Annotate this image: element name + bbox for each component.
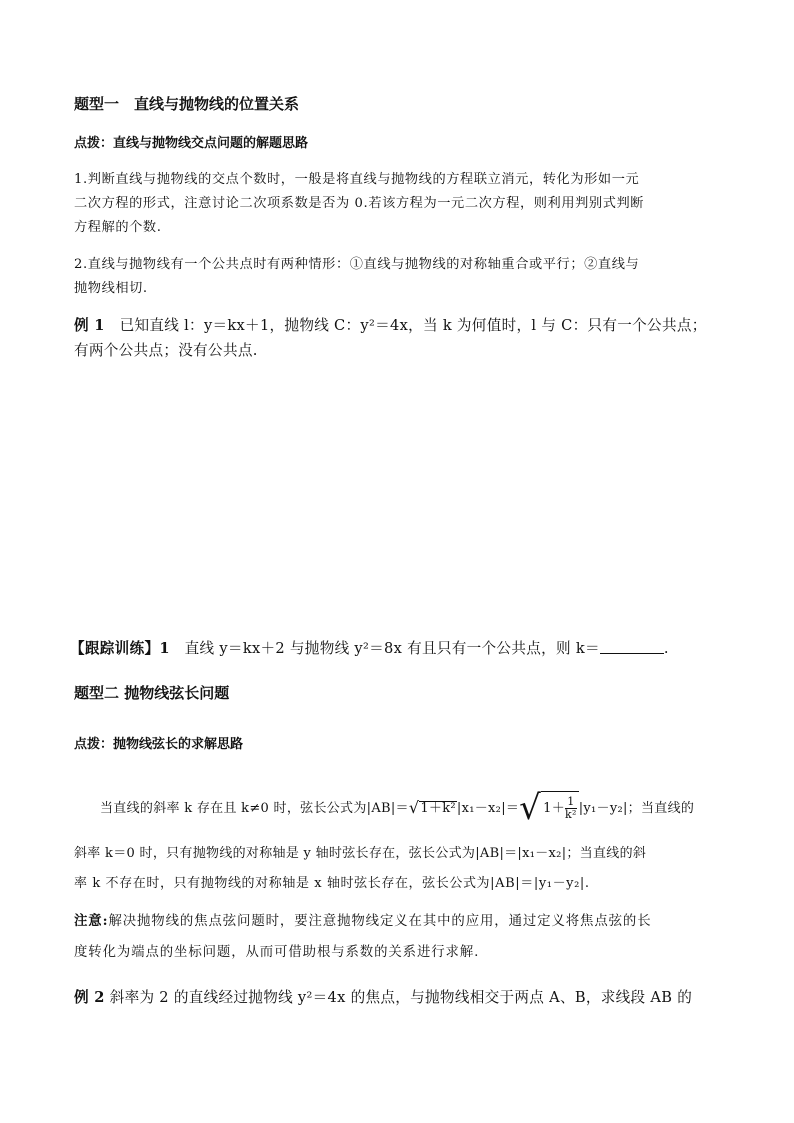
section1-tip-heading: 点拨：直线与抛物线交点问题的解题思路 [74,136,309,151]
big-sqrt-symbol: √ [519,788,542,828]
tracking-text: 直线 y＝kx＋2 与抛物线 y²＝8x 有且只有一个公共点，则 k＝ [184,640,600,657]
chord-line2: 斜率 k＝0 时，只有抛物线的对称轴是 y 轴时弦长存在，弦长公式为|AB|＝|x₁－x₂|；当直线的斜 [74,846,647,861]
para1-line3: 方程解的个数. [74,220,162,235]
example2-line1 [74,991,692,1006]
example1-text: 已知直线 l：y＝kx＋1，抛物线 C：y²＝4x，当 k 为何值时，l 与 C：只有一个公共点； [119,317,707,334]
example1-line2: 有两个公共点；没有公共点. [74,342,258,359]
para1-line2: 二次方程的形式，注意讨论二次项系数是否为 0.若该方程为一元二次方程，则利用判别式判断 [74,196,645,211]
note-text: 解决抛物线的焦点弦问题时，要注意抛物线定义在其中的应用，通过定义将焦点弦的长 [108,914,652,929]
section2-tip-heading: 点拨：抛物线弦长的求解思路 [74,737,244,752]
chord-line3: 率 k 不存在时，只有抛物线的对称轴是 x 轴时弦长存在，弦长公式为|AB|＝|y₁－y₂|. [74,876,590,891]
chord-line1-b: |x₁－x₂|＝ [456,800,520,816]
para2-line1: 2.直线与抛物线有一个公共点时有两种情形：①直线与抛物线的对称轴重合或平行；②直线与 [74,257,640,272]
example2-text: 斜率为 2 的直线经过抛物线 y²＝4x 的焦点，与抛物线相交于两点 A、B，求线段 AB 的 [109,989,693,1006]
tracking-label: 【跟踪训练】1 [70,640,170,657]
para1-line1: 1.判断直线与抛物线的交点个数时，一般是将直线与抛物线的方程联立消元，转化为形如一元 [74,172,640,187]
para2-line2: 抛物线相切. [74,281,148,296]
example2-label: 例 2 [74,989,105,1006]
radicand: 1＋ $\frac{1}{\text{k²}}$ [541,791,579,825]
note-label: 注意: [74,913,109,929]
chord-line1 [100,788,695,828]
sqrt-symbol: √ [408,798,420,817]
chord-line1-a: 当直线的斜率 k 存在且 k≠0 时，弦长公式为|AB|＝ [100,800,409,816]
sqrt-1-plus-k2: 1＋k² [420,801,456,816]
answer-blank[interactable] [600,641,664,654]
section1-title: 题型一 直线与抛物线的位置关系 [74,95,300,113]
note-line2: 度转化为端点的坐标问题，从而可借助根与系数的关系进行求解. [74,945,480,960]
example1-line1 [74,319,707,334]
section2-title: 题型二 抛物线弦长问题 [74,684,230,702]
tracking-exercise [70,641,669,657]
chord-line1-c: |y₁－y₂|；当直线的 [578,800,695,816]
tracking-end: . [663,640,669,657]
fraction-one-over-k2: $\frac{1}{\text{k²}}$ [565,795,577,821]
sqrt-1-plus-inv-k2 [519,788,579,828]
note-line1 [74,915,651,928]
example1-label: 例 1 [74,317,105,334]
